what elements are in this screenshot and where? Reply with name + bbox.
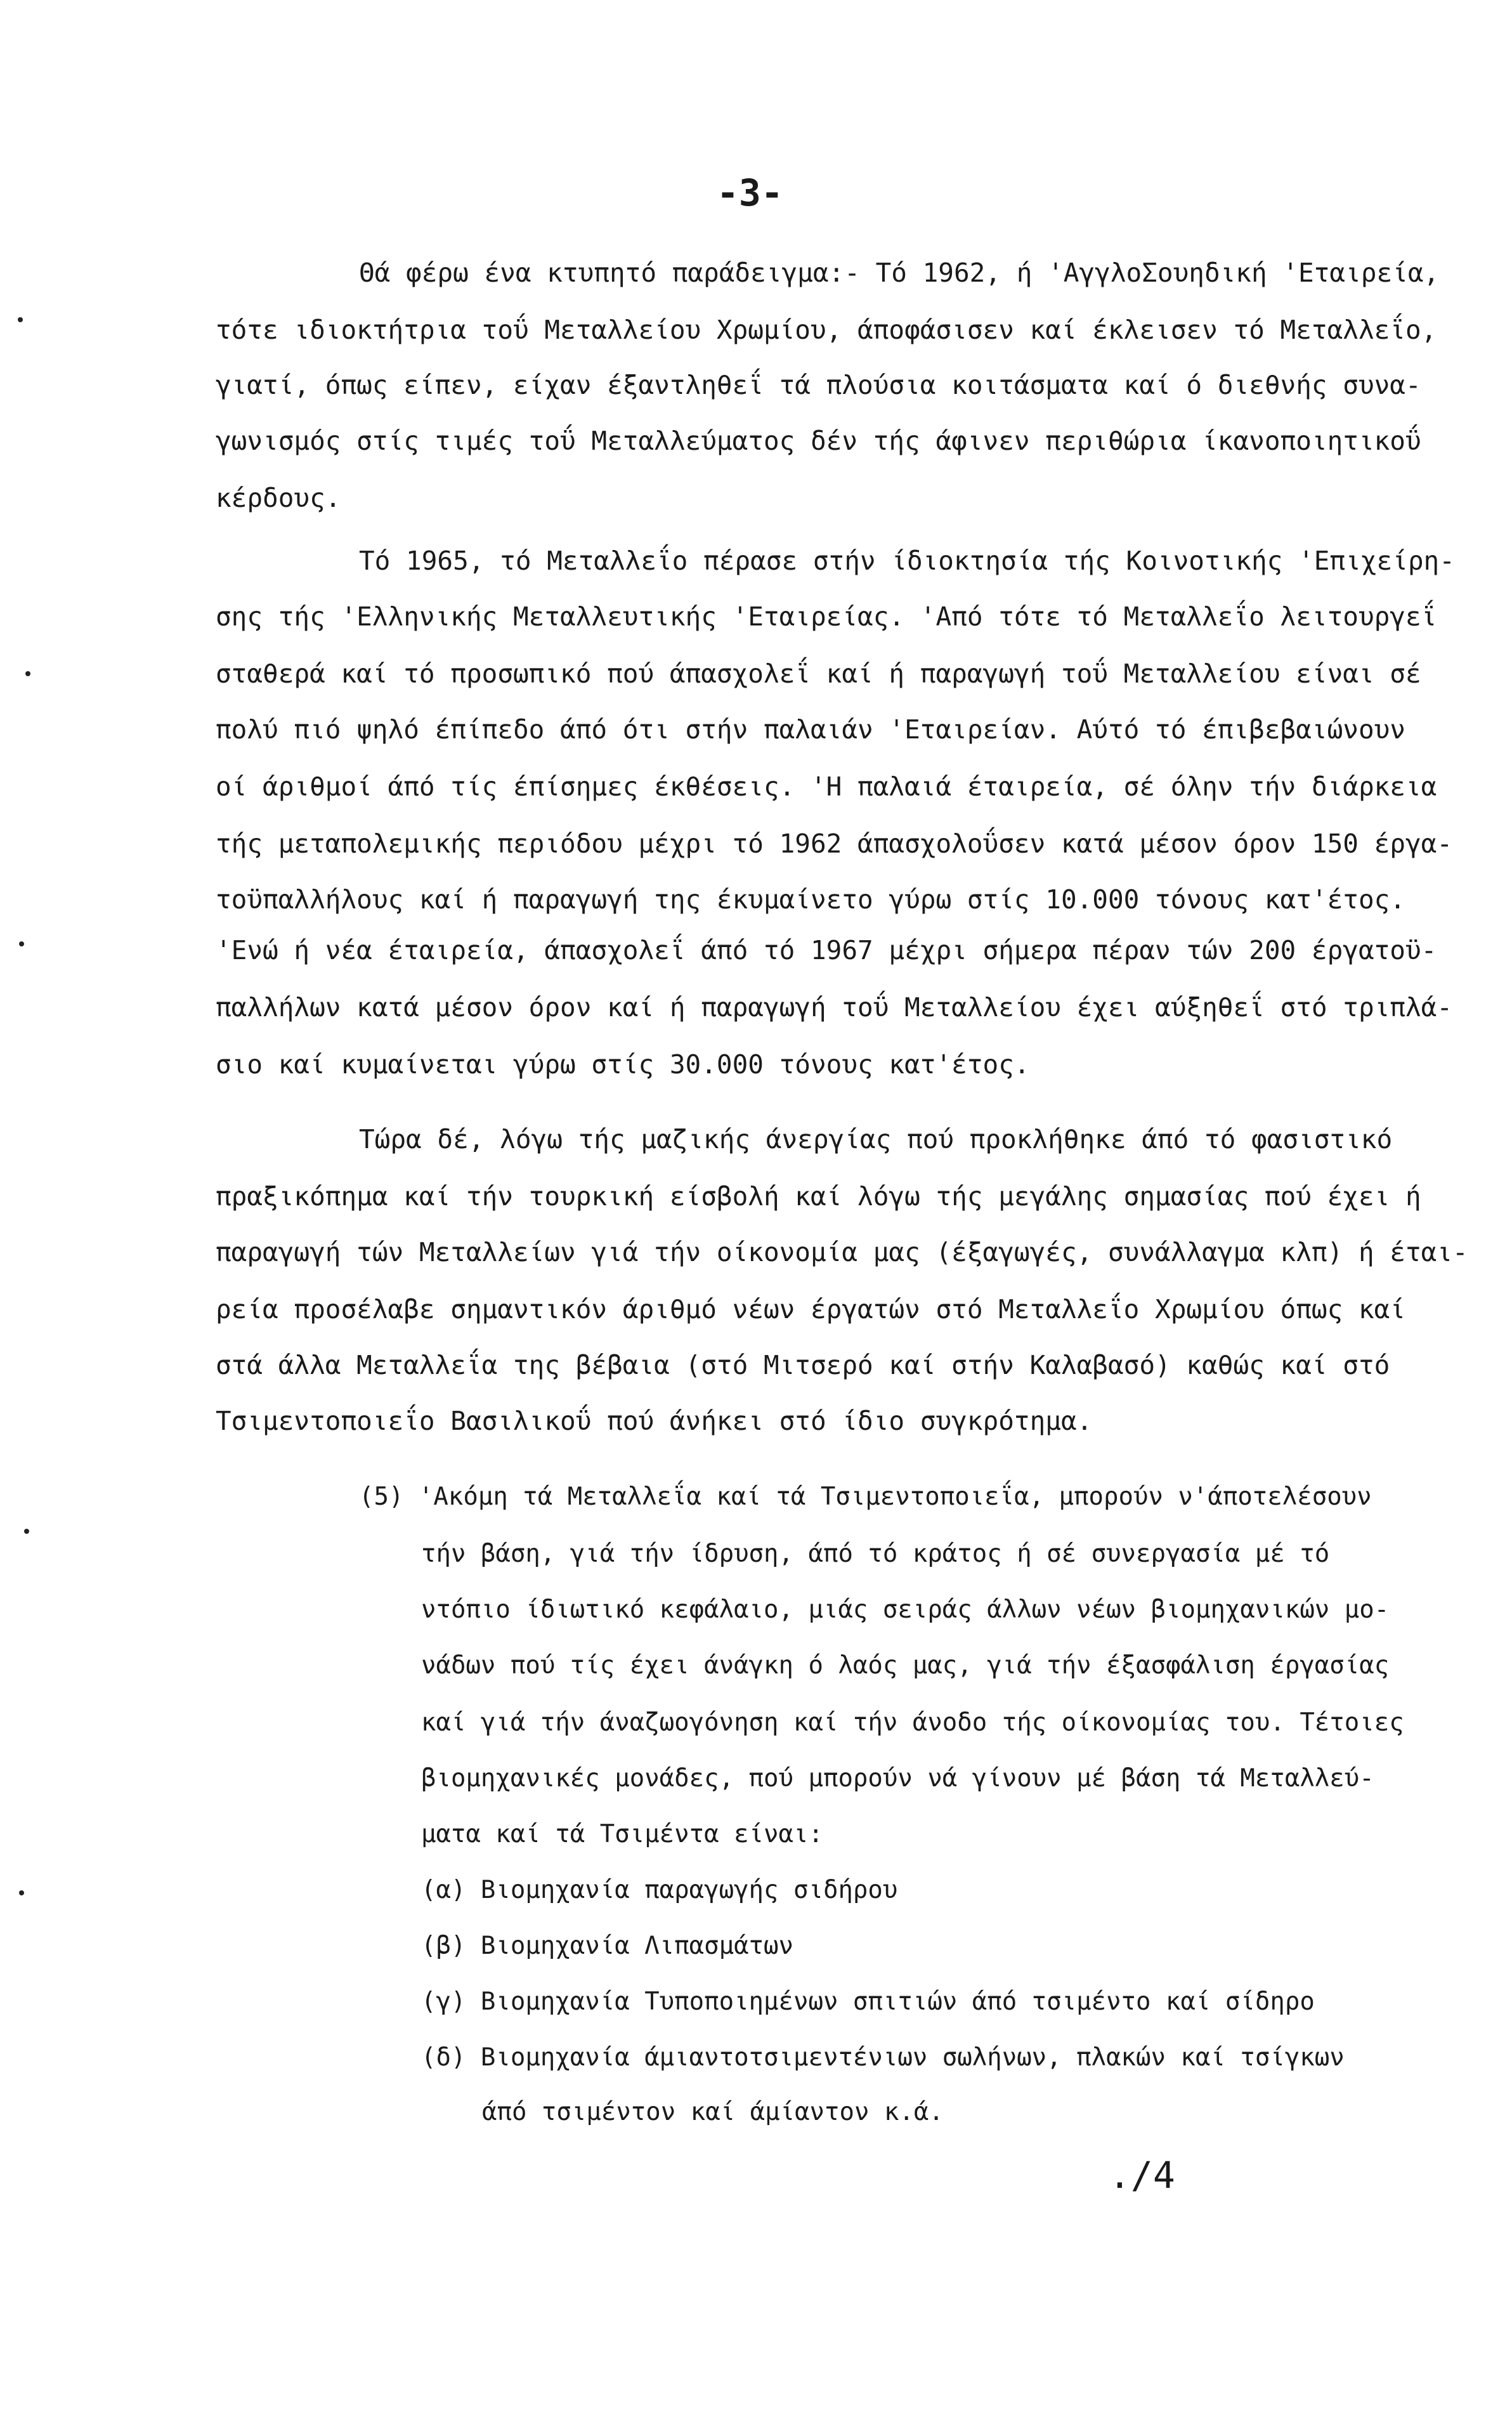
text-line: τότε ιδιοκτήτρια τοΰ Μεταλλείου Χρωμίου, άποφάσισεν καί έκλεισεν τό Μεταλλεΐο, (216, 315, 1437, 345)
scan-speck (18, 317, 23, 322)
text-line: τήν βάση, γιά τήν ίδρυση, άπό τό κράτος ή σέ συνεργασία μέ τό (421, 1540, 1330, 1568)
text-line: οί άριθμοί άπό τίς έπίσημες έκθέσεις. 'Η παλαιά έταιρεία, σέ όλην τήν διάρκεια (216, 771, 1437, 802)
text-line: καί γιά τήν άναζωογόνηση καί τήν άνοδο τής οίκονομίας του. Τέτοιες (421, 1708, 1404, 1737)
list-item: άπό τσιμέντον καί άμίαντον κ.ά. (482, 2098, 944, 2126)
page-number: -3- (717, 171, 783, 214)
text-line: βιομηχανικές μονάδες, πού μπορούν νά γίνουν μέ βάση τά Μεταλλεύ- (421, 1764, 1374, 1793)
text-line: (5) 'Ακόμη τά Μεταλλεΐα καί τά Τσιμεντοποιεΐα, μπορούν ν'άποτελέσουν (359, 1482, 1372, 1511)
list-item: (α) Βιομηχανία παραγωγής σιδήρου (421, 1876, 898, 1904)
scan-speck (19, 941, 24, 946)
text-line: πραξικόπημα καί τήν τουρκική είσβολή καί λόγω τής μεγάλης σημασίας πού έχει ή (216, 1181, 1421, 1212)
text-line: ρεία προσέλαβε σημαντικόν άριθμό νέων έργατών στό Μεταλλεΐο Χρωμίου όπως καί (216, 1294, 1405, 1325)
list-item: (δ) Βιομηχανία άμιαντοτσιμεντένιων σωλήνων, πλακών καί τσίγκων (421, 2043, 1345, 2072)
text-line: σταθερά καί τό προσωπικό πού άπασχολεΐ καί ή παραγωγή τοΰ Μεταλλείου είναι σέ (216, 658, 1421, 689)
scan-speck (19, 1890, 24, 1895)
text-line: Τό 1965, τό Μεταλλεΐο πέρασε στήν ίδιοκτησία τής Κοινοτικής 'Επιχείρη- (359, 546, 1455, 576)
text-line: νάδων πού τίς έχει άνάγκη ό λαός μας, γιά τήν έξασφάλιση έργασίας (421, 1651, 1390, 1680)
text-line: σιο καί κυμαίνεται γύρω στίς 30.000 τόνους κατ'έτος. (216, 1049, 1030, 1080)
text-line: παραγωγή τών Μεταλλείων γιά τήν οίκονομία μας (έξαγωγές, συνάλλαγμα κλπ) ή έται- (216, 1237, 1468, 1267)
scan-speck (24, 1529, 29, 1534)
text-line: Τσιμεντοποιεΐο Βασιλικοΰ πού άνήκει στό ίδιο συγκρότημα. (216, 1406, 1093, 1436)
text-line: Τώρα δέ, λόγω τής μαζικής άνεργίας πού προκλήθηκε άπό τό φασιστικό (359, 1124, 1393, 1155)
text-line: Θά φέρω ένα κτυπητό παράδειγμα:- Τό 1962, ή 'ΑγγλοΣουηδική 'Εταιρεία, (359, 258, 1440, 288)
text-line: 'Ενώ ή νέα έταιρεία, άπασχολεΐ άπό τό 1967 μέχρι σήμερα πέραν τών 200 έργατοϋ- (216, 935, 1437, 965)
text-line: τοϋπαλλήλους καί ή παραγωγή της έκυμαίνετο γύρω στίς 10.000 τόνους κατ'έτος. (216, 884, 1405, 915)
text-line: γωνισμός στίς τιμές τοΰ Μεταλλεύματος δέν τής άφινεν περιθώρια ίκανοποιητικοΰ (216, 426, 1421, 456)
text-line: στά άλλα Μεταλλεΐα της βέβαια (στό Μιτσερό καί στήν Καλαβασό) καθώς καί στό (216, 1350, 1390, 1380)
text-line: κέρδους. (216, 483, 341, 513)
continuation-reference: ./4 (1109, 2154, 1175, 2197)
scan-speck (25, 671, 30, 676)
text-line: ματα καί τά Τσιμέντα είναι: (421, 1820, 823, 1848)
list-item: (γ) Βιομηχανία Τυποποιημένων σπιτιών άπό τσιμέντο καί σίδηρο (421, 1987, 1315, 2016)
text-line: πολύ πιό ψηλό έπίπεδο άπό ότι στήν παλαιάν 'Εταιρείαν. Αύτό τό έπιβεβαιώνουν (216, 714, 1405, 745)
list-item: (β) Βιομηχανία Λιπασμάτων (421, 1932, 793, 1960)
text-line: γιατί, όπως είπεν, είχαν έξαντληθεΐ τά πλούσια κοιτάσματα καί ό διεθνής συνα- (216, 370, 1421, 400)
text-line: τής μεταπολεμικής περιόδου μέχρι τό 1962 άπασχολοΰσεν κατά μέσον όρον 150 έργα- (216, 828, 1453, 859)
text-line: ντόπιο ίδιωτικό κεφάλαιο, μιάς σειράς άλλων νέων βιομηχανικών μο- (421, 1595, 1390, 1624)
text-line: παλλήλων κατά μέσον όρον καί ή παραγωγή τοΰ Μεταλλείου έχει αύξηθεΐ στό τριπλά- (216, 992, 1453, 1023)
text-line: σης τής 'Ελληνικής Μεταλλευτικής 'Εταιρείας. 'Από τότε τό Μεταλλεΐο λειτουργεΐ (216, 601, 1437, 632)
